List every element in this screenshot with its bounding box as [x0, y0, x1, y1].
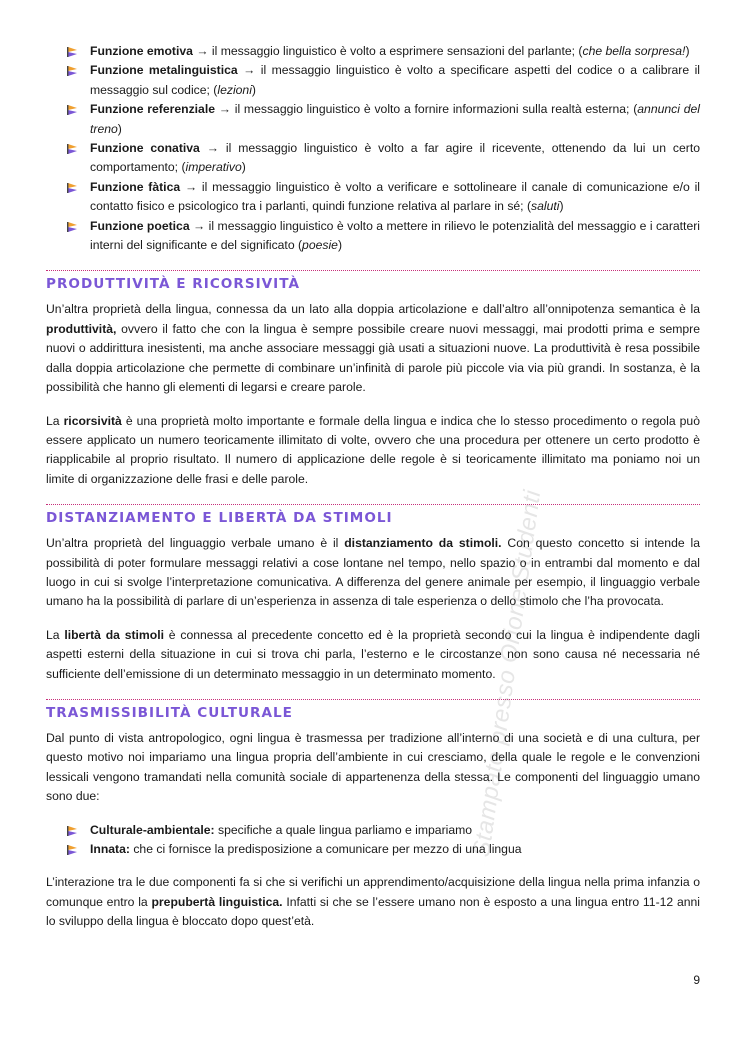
bullet-icon	[66, 100, 90, 119]
function-item: Funzione emotiva → il messaggio linguistico è volto a esprimere sensazioni del parlante; (che bella sorpresa!)	[66, 42, 700, 61]
function-item: Funzione fàtica → il messaggio linguistico è volto a verificare e sottolineare il canale di comunicazione e/o il contatto fisico e psicologico tra i parlanti, quindi funzione relativa al parlare in sé; (saluti)	[66, 178, 700, 217]
bullet-icon	[66, 42, 90, 61]
arrow-icon: →	[184, 179, 198, 194]
section-heading	[46, 270, 700, 294]
bullet-icon	[66, 139, 90, 158]
paragraph: Un’altra proprietà del linguaggio verbale umano è il distanziamento da stimoli. Con questo concetto si intende la possibilità di poter formulare messaggi relativi a cose lontane nel tempo, nello spazio o in entrambi dal momento e dal luogo in cui si svolge l’interpretazione comunicativa. A differenza del genere animale per esempio, il linguaggio verbale umano ha la possibilità di parlare di un’esperienza in assenza di tale esperienza o dello stimolo che l’ha provocata.	[46, 536, 700, 609]
section-title-distanziamento: DISTANZIAMENTO E LIBERTÀ DA STIMOLI	[46, 510, 393, 527]
paragraph: La libertà da stimoli è connessa al precedente concetto ed è la proprietà secondo cui la lingua è indipendente dagli aspetti esterni della situazione in cui si trova chi parla, l’esterno e le circostanze non sono causa né necessaria né sufficiente dell’emissione di un determinato messaggio in un determinato momento.	[46, 627, 700, 681]
bullet-icon	[66, 61, 90, 80]
list-item: Innata: che ci fornisce la predisposizione a comunicare per mezzo di una lingua	[66, 840, 700, 859]
paragraph: Un’altra proprietà della lingua, connessa da un lato alla doppia articolazione e dall’altro all’onnipotenza semantica è la produttività, ovvero il fatto che con la lingua è sempre possibile creare nuovi messaggi, mai prodotti prima e sempre nuovi o addirittura inesistenti, ma anche associare messaggi già usati a situazioni nuove. La produttività è resa possibile dalla doppia articolazione che permette di combinare un’infinità di parole più piccole via via più grandi. In sostanza, è la possibilità che hanno gli elementi di legarsi e creare parole.	[46, 302, 700, 395]
page-content	[46, 42, 700, 932]
arrow-icon: →	[243, 63, 256, 78]
list-item: Culturale-ambientale: specifiche a quale lingua parliamo e impariamo	[66, 821, 700, 840]
function-item: Funzione referenziale → il messaggio linguistico è volto a fornire informazioni sulla realtà esterna; (annunci del treno)	[66, 100, 700, 139]
section-heading	[46, 699, 700, 723]
paragraph: La ricorsività è una proprietà molto importante e formale della lingua e indica che lo stesso procedimento o regola può essere applicato un numero teoricamente illimitato di volte, ovvero che una procedura per ottenere un certo prodotto è riapplicabile al proprio risultato. Il numero di applicazione delle regole è si teoricamente illimitato ma poniamo noi un limite di organizzazione delle frasi e delle parole.	[46, 413, 700, 486]
arrow-icon: →	[193, 218, 206, 233]
bullet-icon	[66, 217, 90, 236]
page-number: 9	[693, 973, 700, 987]
function-item: Funzione metalinguistica → il messaggio linguistico è volto a specificare aspetti del codice o a calibrare il messaggio sul codice; (lezioni)	[66, 61, 700, 100]
functions-list	[46, 42, 700, 255]
section-title-produttivita: PRODUTTIVITÀ E RICORSIVITÀ	[46, 276, 300, 293]
arrow-icon: →	[206, 141, 219, 156]
paragraph: L’interazione tra le due componenti fa si che si verifichi un apprendimento/acquisizione della lingua nella prima infanzia o comunque entro la prepubertà linguistica. Infatti si che se l’essere umano non è esposto a una lingua entro 11-12 anni lo sviluppo della lingua è bloccato dopo quest’età.	[46, 875, 700, 929]
watermark: Stampato presso Orione Studenti	[468, 488, 547, 859]
section-heading	[46, 504, 700, 528]
bullet-icon	[66, 178, 90, 197]
arrow-icon: →	[218, 102, 231, 117]
paragraph: Dal punto di vista antropologico, ogni lingua è trasmessa per tradizione all’interno di una società e di una cultura, per questo motivo noi impariamo una lingua propria dell’ambiente in cui cresciamo, della quale le regole e le convenzioni lessicali vengono tramandati nella comunità sociale di appartenenza della stessa. Le componenti del linguaggio umano sono due:	[46, 730, 700, 804]
function-item: Funzione conativa → il messaggio linguistico è volto a far agire il ricevente, ottenendo da lui un certo comportamento; (imperativo)	[66, 139, 700, 178]
bullet-icon	[66, 840, 90, 859]
bullet-icon	[66, 821, 90, 840]
section-title-trasmissibilita: TRASMISSIBILITÀ CULTURALE	[46, 704, 293, 721]
function-item: Funzione poetica → il messaggio linguistico è volto a mettere in rilievo le potenzialità del messaggio e i caratteri interni del significante e del significato (poesie)	[66, 217, 700, 256]
arrow-icon: →	[196, 44, 209, 58]
